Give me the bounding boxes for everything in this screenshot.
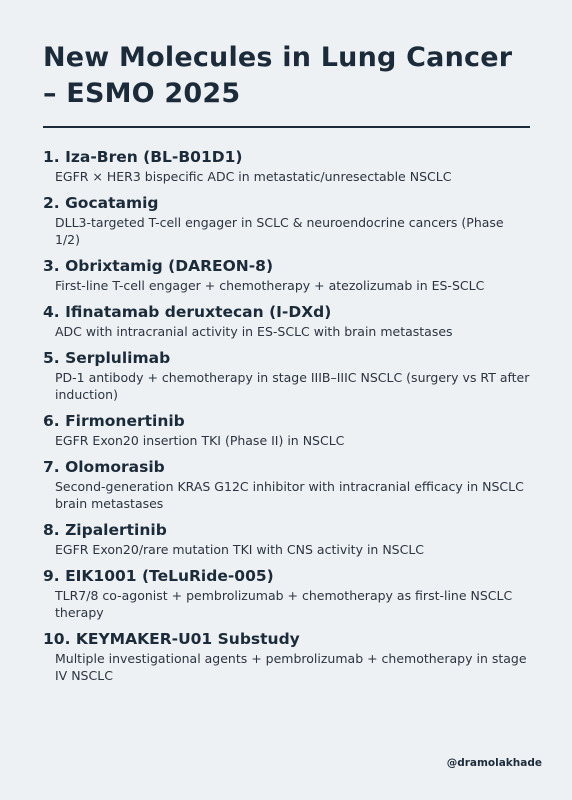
item-description: DLL3-targeted T-cell engager in SCLC & neuroendocrine cancers (Phase 1/2) <box>55 214 504 247</box>
item-description: First-line T-cell engager + chemotherapy + atezolizumab in ES-SCLC <box>55 277 485 293</box>
item-heading: 8. Zipalertinib <box>43 520 167 539</box>
item-heading: 4. Ifinatamab deruxtecan (I-DXd) <box>43 302 332 321</box>
item-description: PD-1 antibody + chemotherapy in stage IIIB–IIIC NSCLC (surgery vs RT after induction) <box>55 369 530 402</box>
item-description: Multiple investigational agents + pembrolizumab + chemotherapy in stage IV NSCLC <box>55 650 527 683</box>
list-item <box>43 146 531 185</box>
list-item <box>43 301 531 340</box>
item-heading: 9. EIK1001 (TeLuRide-005) <box>43 566 274 585</box>
item-heading: 10. KEYMAKER-U01 Substudy <box>43 629 300 648</box>
item-description: Second-generation KRAS G12C inhibitor with intracranial efficacy in NSCLC brain metastases <box>55 478 524 511</box>
list-item <box>43 192 531 248</box>
item-description: EGFR Exon20 insertion TKI (Phase II) in NSCLC <box>55 432 345 448</box>
list-item <box>43 519 531 558</box>
list-item <box>43 255 531 294</box>
item-heading: 7. Olomorasib <box>43 457 165 476</box>
page-title: New Molecules in Lung Cancer – ESMO 2025 <box>43 42 513 109</box>
list-item <box>43 628 531 684</box>
item-heading: 3. Obrixtamig (DAREON-8) <box>43 256 274 275</box>
item-heading: 1. Iza-Bren (BL-B01D1) <box>43 147 243 166</box>
list-item <box>43 410 531 449</box>
item-heading: 5. Serplulimab <box>43 348 171 367</box>
item-description: EGFR Exon20/rare mutation TKI with CNS activity in NSCLC <box>55 541 425 557</box>
item-description: EGFR × HER3 bispecific ADC in metastatic/unresectable NSCLC <box>55 168 452 184</box>
molecule-list <box>43 146 531 684</box>
author-handle: @dramolakhade <box>446 757 542 769</box>
item-heading: 2. Gocatamig <box>43 193 159 212</box>
title-divider <box>43 126 530 128</box>
list-item <box>43 565 531 621</box>
list-item <box>43 456 531 512</box>
list-item <box>43 347 531 403</box>
item-heading: 6. Firmonertinib <box>43 411 185 430</box>
item-description: TLR7/8 co-agonist + pembrolizumab + chemotherapy as first-line NSCLC therapy <box>55 587 513 620</box>
item-description: ADC with intracranial activity in ES-SCLC with brain metastases <box>55 323 453 339</box>
document-page <box>43 0 531 691</box>
